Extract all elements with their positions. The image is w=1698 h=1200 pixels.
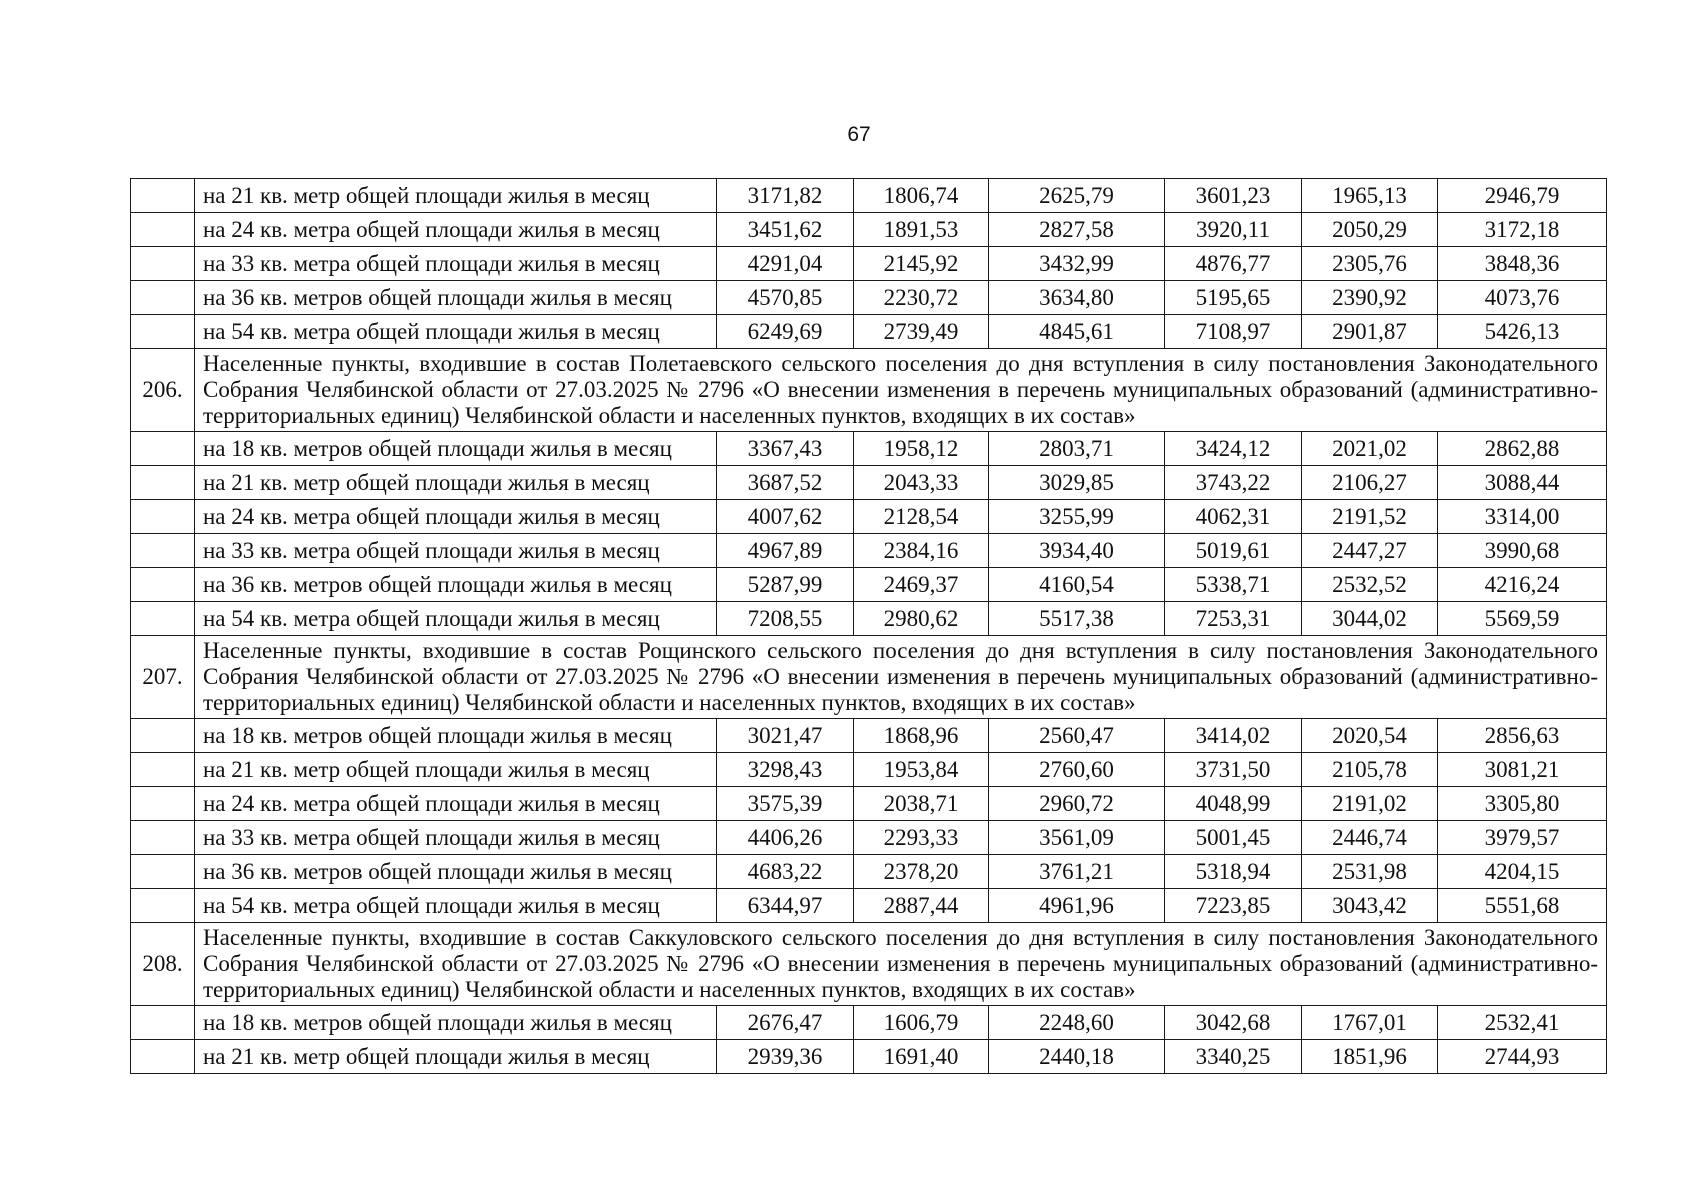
table-row	[131, 889, 1607, 923]
area-label: на 54 кв. метра общей площади жилья в месяц	[195, 889, 717, 923]
value-cell: 3934,40	[989, 534, 1165, 568]
value-cell: 3088,44	[1438, 466, 1607, 500]
section-description: Населенные пункты, входившие в состав Рощинского сельского поселения до дня вступления в силу постановления Законодательного Собрания Челябинской области от 27.03.2025 № 2796 «О внесении изменения в перечень муниципальных образований (административно-территориальных единиц) Челябинской области и населенных пунктов, входящих в их состав»	[195, 636, 1607, 719]
value-cell: 3042,68	[1165, 1006, 1302, 1040]
value-cell: 5569,59	[1438, 602, 1607, 636]
row-number-cell	[131, 753, 195, 787]
value-cell: 3021,47	[717, 719, 854, 753]
row-number-cell	[131, 432, 195, 466]
value-cell: 6249,69	[717, 315, 854, 349]
value-cell: 3043,42	[1302, 889, 1438, 923]
value-cell: 4291,04	[717, 247, 854, 281]
value-cell: 2043,33	[854, 466, 989, 500]
table-row	[131, 432, 1607, 466]
value-cell: 1953,84	[854, 753, 989, 787]
value-cell: 1891,53	[854, 213, 989, 247]
table-row	[131, 213, 1607, 247]
value-cell: 3634,80	[989, 281, 1165, 315]
area-label: на 18 кв. метров общей площади жилья в месяц	[195, 432, 717, 466]
value-cell: 3044,02	[1302, 602, 1438, 636]
section-number: 208.	[131, 923, 195, 1006]
table-row	[131, 719, 1607, 753]
table-row	[131, 753, 1607, 787]
value-cell: 3367,43	[717, 432, 854, 466]
value-cell: 5287,99	[717, 568, 854, 602]
value-cell: 3451,62	[717, 213, 854, 247]
table-row	[131, 466, 1607, 500]
value-cell: 3255,99	[989, 500, 1165, 534]
value-cell: 1868,96	[854, 719, 989, 753]
row-number-cell	[131, 281, 195, 315]
value-cell: 6344,97	[717, 889, 854, 923]
row-number-cell	[131, 602, 195, 636]
area-label: на 21 кв. метр общей площади жилья в месяц	[195, 179, 717, 213]
value-cell: 5195,65	[1165, 281, 1302, 315]
row-number-cell	[131, 1006, 195, 1040]
table-row	[131, 179, 1607, 213]
value-cell: 1851,96	[1302, 1040, 1438, 1074]
value-cell: 4967,89	[717, 534, 854, 568]
page-number: 67	[847, 123, 871, 146]
value-cell: 2305,76	[1302, 247, 1438, 281]
value-cell: 2106,27	[1302, 466, 1438, 500]
row-number-cell	[131, 315, 195, 349]
table-body	[131, 179, 1607, 1074]
table-row	[131, 568, 1607, 602]
value-cell: 5426,13	[1438, 315, 1607, 349]
value-cell: 2384,16	[854, 534, 989, 568]
value-cell: 1958,12	[854, 432, 989, 466]
row-number-cell	[131, 213, 195, 247]
area-label: на 33 кв. метра общей площади жилья в месяц	[195, 821, 717, 855]
value-cell: 2532,41	[1438, 1006, 1607, 1040]
row-number-cell	[131, 534, 195, 568]
value-cell: 1767,01	[1302, 1006, 1438, 1040]
value-cell: 7223,85	[1165, 889, 1302, 923]
value-cell: 4845,61	[989, 315, 1165, 349]
value-cell: 3743,22	[1165, 466, 1302, 500]
value-cell: 3081,21	[1438, 753, 1607, 787]
value-cell: 2446,74	[1302, 821, 1438, 855]
value-cell: 2038,71	[854, 787, 989, 821]
value-cell: 3979,57	[1438, 821, 1607, 855]
value-cell: 5001,45	[1165, 821, 1302, 855]
row-number-cell	[131, 247, 195, 281]
table-row	[131, 500, 1607, 534]
value-cell: 3990,68	[1438, 534, 1607, 568]
table-row	[131, 787, 1607, 821]
value-cell: 2469,37	[854, 568, 989, 602]
row-number-cell	[131, 821, 195, 855]
table-row	[131, 1040, 1607, 1074]
area-label: на 36 кв. метров общей площади жилья в месяц	[195, 855, 717, 889]
table-row	[131, 247, 1607, 281]
section-row	[131, 349, 1607, 432]
area-label: на 54 кв. метра общей площади жилья в месяц	[195, 602, 717, 636]
value-cell: 5019,61	[1165, 534, 1302, 568]
value-cell: 2960,72	[989, 787, 1165, 821]
value-cell: 2939,36	[717, 1040, 854, 1074]
tariff-table	[130, 178, 1607, 1074]
row-number-cell	[131, 719, 195, 753]
value-cell: 5517,38	[989, 602, 1165, 636]
section-description: Населенные пункты, входившие в состав Саккуловского сельского поселения до дня вступления в силу постановления Законодательного Собрания Челябинской области от 27.03.2025 № 2796 «О внесении изменения в перечень муниципальных образований (административно-территориальных единиц) Челябинской области и населенных пунктов, входящих в их состав»	[195, 923, 1607, 1006]
value-cell: 4876,77	[1165, 247, 1302, 281]
value-cell: 2378,20	[854, 855, 989, 889]
area-label: на 21 кв. метр общей площади жилья в месяц	[195, 466, 717, 500]
value-cell: 4062,31	[1165, 500, 1302, 534]
value-cell: 2676,47	[717, 1006, 854, 1040]
value-cell: 2531,98	[1302, 855, 1438, 889]
value-cell: 7208,55	[717, 602, 854, 636]
value-cell: 3687,52	[717, 466, 854, 500]
area-label: на 33 кв. метра общей площади жилья в месяц	[195, 534, 717, 568]
table-row	[131, 602, 1607, 636]
value-cell: 1806,74	[854, 179, 989, 213]
value-cell: 1606,79	[854, 1006, 989, 1040]
value-cell: 3298,43	[717, 753, 854, 787]
area-label: на 18 кв. метров общей площади жилья в месяц	[195, 719, 717, 753]
value-cell: 4961,96	[989, 889, 1165, 923]
table-row	[131, 1006, 1607, 1040]
value-cell: 2739,49	[854, 315, 989, 349]
value-cell: 3340,25	[1165, 1040, 1302, 1074]
table-row	[131, 281, 1607, 315]
value-cell: 3172,18	[1438, 213, 1607, 247]
value-cell: 3424,12	[1165, 432, 1302, 466]
table-row	[131, 855, 1607, 889]
table-row	[131, 821, 1607, 855]
value-cell: 5318,94	[1165, 855, 1302, 889]
value-cell: 2248,60	[989, 1006, 1165, 1040]
value-cell: 4570,85	[717, 281, 854, 315]
value-cell: 3561,09	[989, 821, 1165, 855]
value-cell: 2760,60	[989, 753, 1165, 787]
row-number-cell	[131, 568, 195, 602]
value-cell: 4007,62	[717, 500, 854, 534]
area-label: на 36 кв. метров общей площади жилья в месяц	[195, 281, 717, 315]
row-number-cell	[131, 466, 195, 500]
value-cell: 3171,82	[717, 179, 854, 213]
value-cell: 2050,29	[1302, 213, 1438, 247]
value-cell: 3305,80	[1438, 787, 1607, 821]
value-cell: 3314,00	[1438, 500, 1607, 534]
table-row	[131, 315, 1607, 349]
value-cell: 2293,33	[854, 821, 989, 855]
value-cell: 2020,54	[1302, 719, 1438, 753]
section-row	[131, 636, 1607, 719]
value-cell: 2191,02	[1302, 787, 1438, 821]
value-cell: 3731,50	[1165, 753, 1302, 787]
value-cell: 2560,47	[989, 719, 1165, 753]
value-cell: 7253,31	[1165, 602, 1302, 636]
area-label: на 54 кв. метра общей площади жилья в месяц	[195, 315, 717, 349]
value-cell: 2440,18	[989, 1040, 1165, 1074]
value-cell: 3601,23	[1165, 179, 1302, 213]
value-cell: 3029,85	[989, 466, 1165, 500]
row-number-cell	[131, 855, 195, 889]
area-label: на 33 кв. метра общей площади жилья в месяц	[195, 247, 717, 281]
area-label: на 21 кв. метр общей площади жилья в месяц	[195, 1040, 717, 1074]
value-cell: 2827,58	[989, 213, 1165, 247]
value-cell: 2980,62	[854, 602, 989, 636]
area-label: на 18 кв. метров общей площади жилья в месяц	[195, 1006, 717, 1040]
value-cell: 5338,71	[1165, 568, 1302, 602]
value-cell: 2901,87	[1302, 315, 1438, 349]
value-cell: 4216,24	[1438, 568, 1607, 602]
value-cell: 2946,79	[1438, 179, 1607, 213]
value-cell: 4073,76	[1438, 281, 1607, 315]
row-number-cell	[131, 1040, 195, 1074]
area-label: на 24 кв. метра общей площади жилья в месяц	[195, 213, 717, 247]
value-cell: 2625,79	[989, 179, 1165, 213]
value-cell: 2145,92	[854, 247, 989, 281]
value-cell: 2128,54	[854, 500, 989, 534]
value-cell: 2803,71	[989, 432, 1165, 466]
value-cell: 2856,63	[1438, 719, 1607, 753]
value-cell: 2230,72	[854, 281, 989, 315]
value-cell: 4204,15	[1438, 855, 1607, 889]
area-label: на 36 кв. метров общей площади жилья в месяц	[195, 568, 717, 602]
section-number: 206.	[131, 349, 195, 432]
value-cell: 2744,93	[1438, 1040, 1607, 1074]
row-number-cell	[131, 787, 195, 821]
value-cell: 4160,54	[989, 568, 1165, 602]
table-row	[131, 534, 1607, 568]
row-number-cell	[131, 889, 195, 923]
value-cell: 5551,68	[1438, 889, 1607, 923]
section-number: 207.	[131, 636, 195, 719]
value-cell: 3432,99	[989, 247, 1165, 281]
value-cell: 2105,78	[1302, 753, 1438, 787]
value-cell: 2447,27	[1302, 534, 1438, 568]
value-cell: 2191,52	[1302, 500, 1438, 534]
value-cell: 1691,40	[854, 1040, 989, 1074]
area-label: на 21 кв. метр общей площади жилья в месяц	[195, 753, 717, 787]
value-cell: 2862,88	[1438, 432, 1607, 466]
value-cell: 2390,92	[1302, 281, 1438, 315]
value-cell: 3414,02	[1165, 719, 1302, 753]
row-number-cell	[131, 500, 195, 534]
value-cell: 7108,97	[1165, 315, 1302, 349]
section-description: Населенные пункты, входившие в состав Полетаевского сельского поселения до дня вступления в силу постановления Законодательного Собрания Челябинской области от 27.03.2025 № 2796 «О внесении изменения в перечень муниципальных образований (административно-территориальных единиц) Челябинской области и населенных пунктов, входящих в их состав»	[195, 349, 1607, 432]
value-cell: 4406,26	[717, 821, 854, 855]
value-cell: 2887,44	[854, 889, 989, 923]
area-label: на 24 кв. метра общей площади жилья в месяц	[195, 500, 717, 534]
value-cell: 1965,13	[1302, 179, 1438, 213]
value-cell: 4683,22	[717, 855, 854, 889]
value-cell: 3761,21	[989, 855, 1165, 889]
value-cell: 3575,39	[717, 787, 854, 821]
value-cell: 2021,02	[1302, 432, 1438, 466]
value-cell: 3848,36	[1438, 247, 1607, 281]
value-cell: 3920,11	[1165, 213, 1302, 247]
value-cell: 4048,99	[1165, 787, 1302, 821]
area-label: на 24 кв. метра общей площади жилья в месяц	[195, 787, 717, 821]
value-cell: 2532,52	[1302, 568, 1438, 602]
row-number-cell	[131, 179, 195, 213]
section-row	[131, 923, 1607, 1006]
